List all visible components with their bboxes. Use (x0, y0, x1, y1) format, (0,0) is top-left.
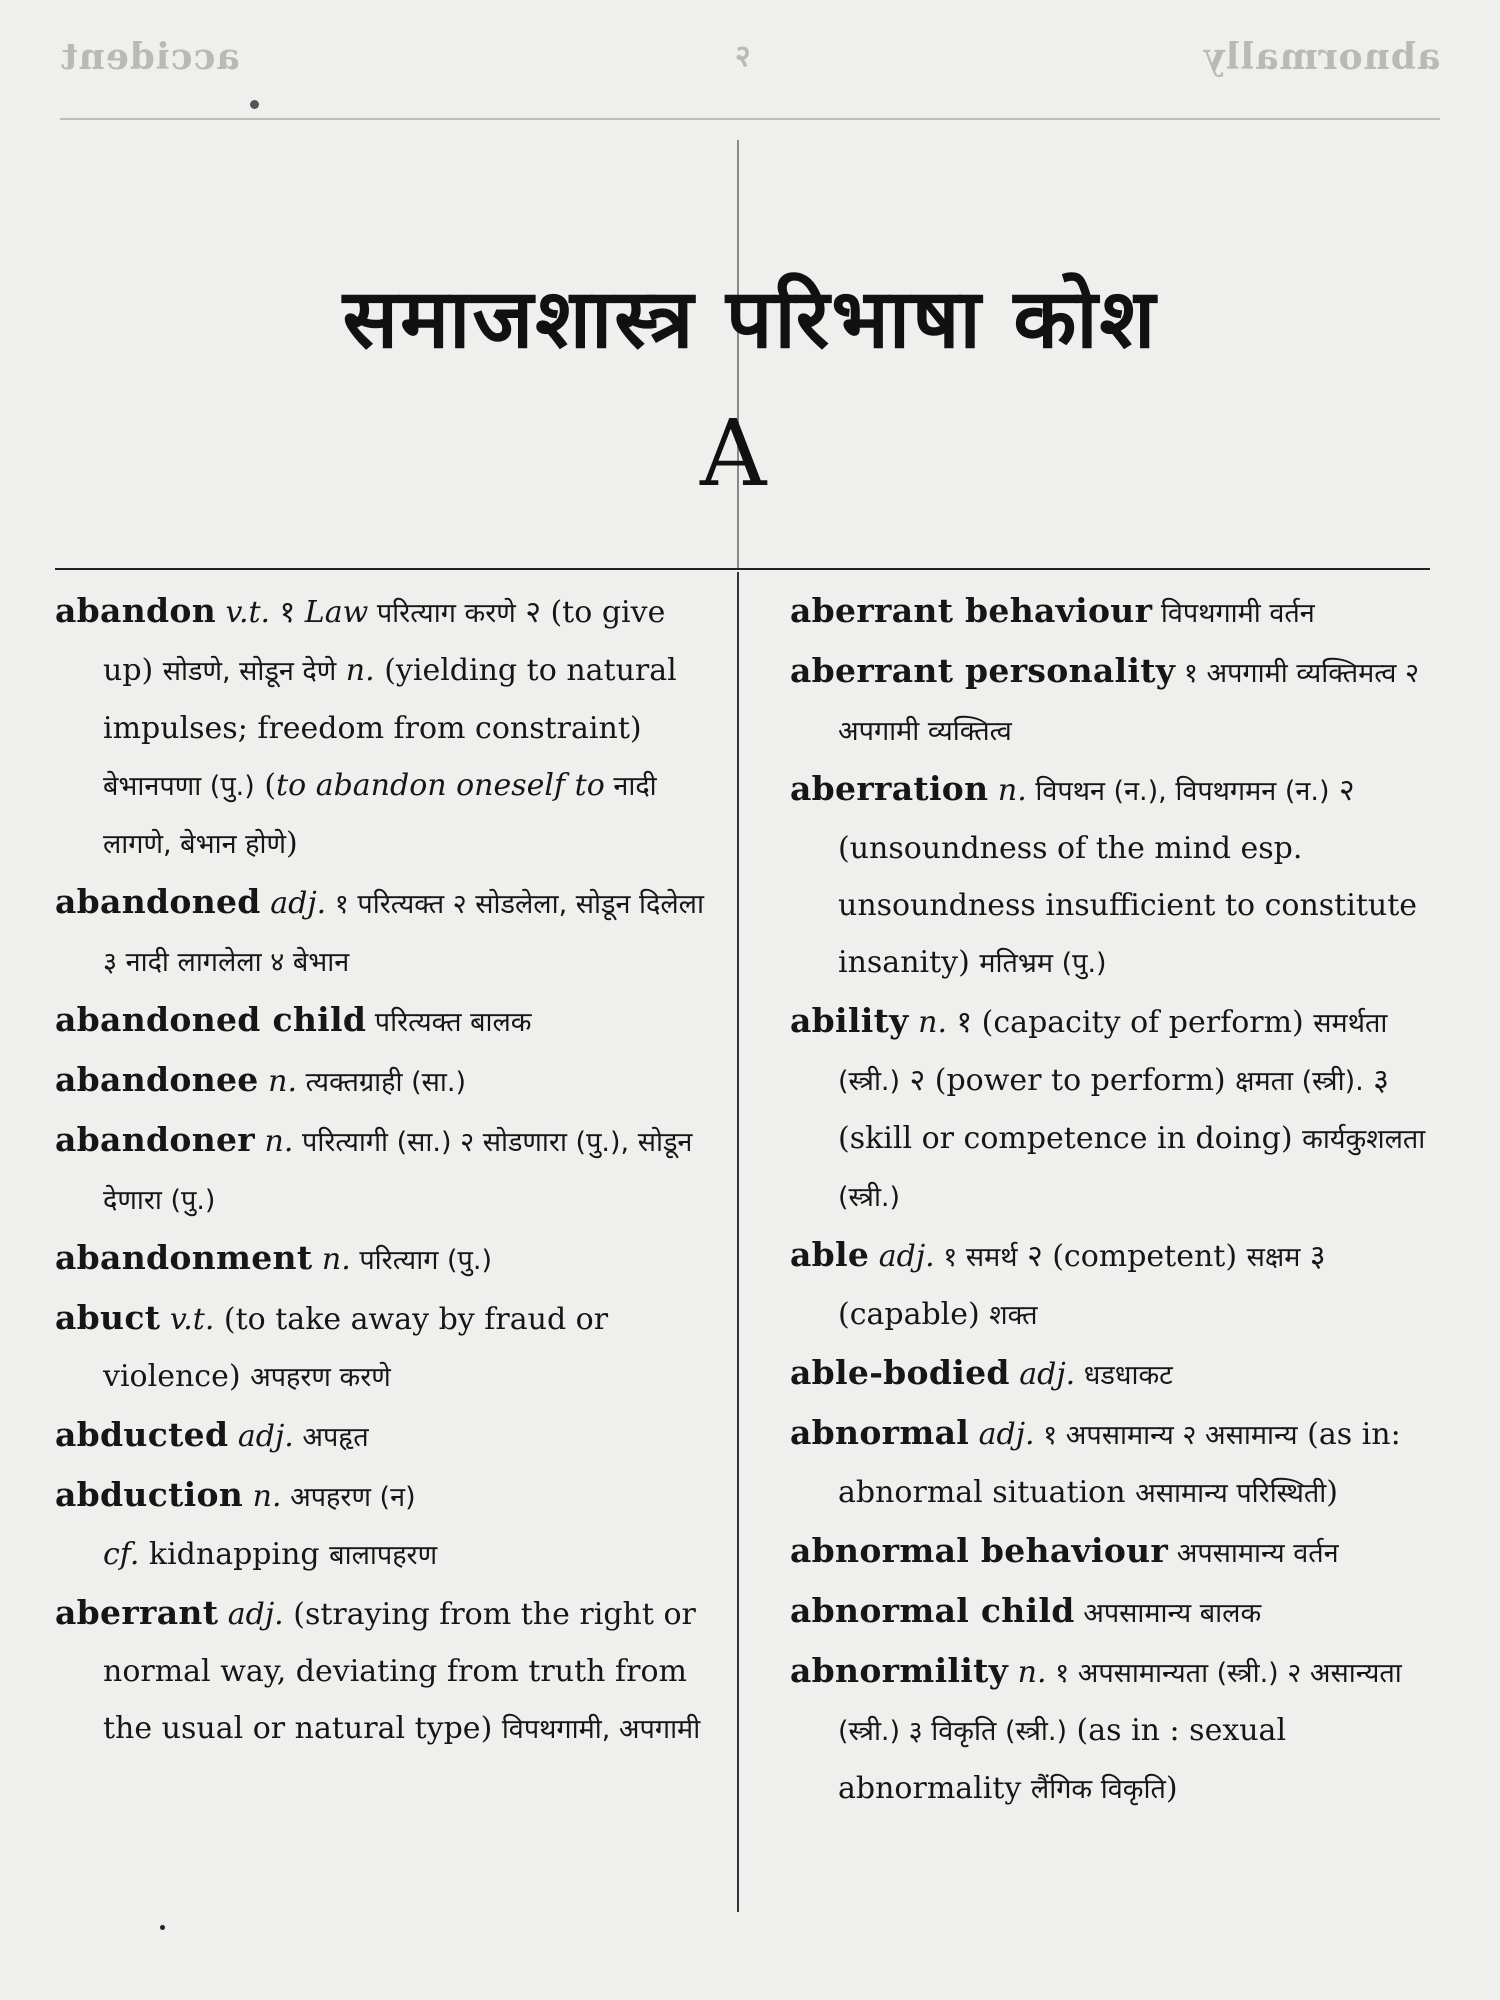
marathi-gloss: धडधाकट (1075, 1360, 1173, 1391)
page-title: समाजशास्त्र परिभाषा कोश (342, 271, 1158, 367)
marathi-gloss: समर्थता (स्त्री.) (838, 1008, 1388, 1097)
definition-text: (straying from the right or normal way, deviating from truth from the usual or natural type) (103, 1597, 696, 1746)
marathi-gloss: १ परित्यक्त २ सोडलेला, सोडून दिलेला ३ नादी लागलेला ४ बेभान (103, 889, 704, 978)
dictionary-entry (790, 1404, 1445, 1522)
headword: able-bodied (790, 1353, 1010, 1392)
headword: abnormility (790, 1651, 1009, 1690)
ink-speck (250, 100, 259, 109)
definition-text: (yielding to natural impulses; freedom from constraint) (103, 653, 677, 746)
italic-text: cf. (103, 1537, 140, 1572)
headword: aberrant behaviour (790, 591, 1153, 630)
marathi-gloss: अपसामान्य वर्तन (1168, 1538, 1339, 1569)
headword: aberrant (55, 1593, 219, 1632)
definition-text: १ (capacity of perform) (947, 1005, 1314, 1040)
headword: abducted (55, 1415, 229, 1454)
marathi-gloss: अपहरण (न) (281, 1482, 416, 1513)
headword: abandoned (55, 882, 261, 921)
marathi-gloss: परित्याग (पु.) (350, 1245, 492, 1276)
definition-text: १ (270, 595, 305, 630)
definition-text: ३ (skill or competence in doing) (838, 1063, 1389, 1156)
dictionary-entry (790, 642, 1445, 760)
headword: abandonment (55, 1238, 313, 1277)
dictionary-entry (790, 992, 1445, 1226)
part-of-speech: n. (255, 1124, 294, 1159)
part-of-speech: v.t. (160, 1302, 215, 1337)
part-of-speech: n. (908, 1005, 947, 1040)
marathi-gloss: मतिभ्रम (पु.) (979, 948, 1107, 979)
dictionary-entry (55, 1466, 710, 1584)
dictionary-entry (55, 1289, 710, 1406)
dictionary-entry (790, 1522, 1445, 1582)
part-of-speech: n. (336, 653, 375, 688)
part-of-speech: adj. (869, 1239, 935, 1274)
definition-text: ) (286, 826, 298, 861)
part-of-speech: n. (243, 1479, 282, 1514)
dictionary-entry (790, 1642, 1445, 1818)
part-of-speech: adj. (260, 886, 327, 921)
marathi-gloss: सोडणे, सोडून देणे (162, 656, 337, 687)
dictionary-entry (790, 1226, 1445, 1344)
definition-text: kidnapping (139, 1537, 330, 1572)
ink-dot (160, 1925, 165, 1930)
marathi-gloss: विपथगामी, अपगामी (501, 1714, 701, 1745)
headword: abandoner (55, 1120, 255, 1159)
headword: abnormal (790, 1413, 970, 1452)
marathi-gloss: १ समर्थ (934, 1242, 1018, 1273)
marathi-gloss: विपथगामी वर्तन (1152, 598, 1315, 629)
marathi-gloss: परित्याग करणे (368, 598, 516, 629)
headword: abandonee (55, 1060, 259, 1099)
headword: abnormal child (790, 1591, 1075, 1630)
dictionary-entry (55, 1229, 710, 1289)
italic-text: to abandon oneself to (276, 768, 605, 803)
definition-text: ) (1326, 1475, 1339, 1510)
marathi-gloss: सक्षम (1246, 1242, 1301, 1273)
headword: abnormal behaviour (790, 1531, 1169, 1570)
marathi-gloss: १ अपगामी व्यक्तिमत्व २ अपगामी व्यक्तित्व (838, 658, 1420, 747)
dictionary-entry (55, 991, 710, 1051)
section-rule (55, 568, 1430, 570)
marathi-gloss: विपथन (न.), विपथगमन (न.) (1026, 776, 1330, 807)
marathi-gloss: परित्यक्त बालक (366, 1007, 532, 1038)
marathi-gloss: नादी लागणे, बेभान होणे (103, 771, 657, 860)
part-of-speech: adj. (218, 1597, 284, 1632)
dictionary-entry (55, 1406, 710, 1466)
marathi-gloss: त्यक्तग्राही (सा.) (297, 1067, 466, 1098)
part-of-speech: n. (312, 1242, 351, 1277)
definition-text: ( (254, 768, 277, 803)
header-rule (60, 118, 1440, 120)
headword: abduction (55, 1475, 244, 1514)
column-divider (737, 572, 739, 1912)
dictionary-entry (55, 1584, 710, 1758)
marathi-gloss: १ अपसामान्य २ असामान्य (1034, 1420, 1298, 1451)
marathi-gloss: क्षमता (स्त्री). (1235, 1066, 1364, 1097)
part-of-speech: adj. (1009, 1357, 1076, 1392)
left-column (55, 582, 710, 1758)
dictionary-entry (55, 1111, 710, 1229)
dictionary-entry (790, 582, 1445, 642)
right-column (790, 582, 1445, 1818)
page-number: २ (735, 39, 752, 74)
headword: abandoned child (55, 1000, 367, 1039)
definition-text: २ (competent) (1017, 1239, 1247, 1274)
dictionary-entry (55, 582, 710, 873)
definition-text: (as in: abnormal situation (838, 1417, 1401, 1510)
definition-text: (as in : sexual abnormality (838, 1713, 1287, 1806)
part-of-speech: adj. (228, 1419, 294, 1454)
headword: aberrant personality (790, 651, 1176, 690)
headword: abandon (55, 591, 217, 630)
part-of-speech: n. (258, 1064, 298, 1099)
marathi-gloss: अपहरण करणे (250, 1362, 391, 1393)
dictionary-entry (790, 760, 1445, 992)
headword: aberration (790, 769, 989, 808)
definition-text: २ (unsoundness of the mind esp. unsoundness insufficient to constitute insanity) (838, 773, 1418, 980)
marathi-gloss: परित्यागी (सा.) २ सोडणारा (पु.), सोडून देणारा (पु.) (103, 1127, 693, 1216)
dictionary-entry (790, 1582, 1445, 1642)
marathi-gloss: असामान्य परिस्थिती (1135, 1478, 1327, 1509)
headword: ability (790, 1001, 909, 1040)
part-of-speech: n. (1008, 1655, 1047, 1690)
marathi-gloss: शक्त (989, 1300, 1038, 1331)
headword: able (790, 1235, 870, 1274)
marathi-gloss: कार्यकुशलता (स्त्री.) (838, 1124, 1426, 1213)
marathi-gloss: बेभानपणा (पु.) (103, 771, 255, 802)
running-header-right: abnormally (1202, 36, 1440, 78)
dictionary-entry (790, 1344, 1445, 1404)
marathi-gloss: १ अपसामान्यता (स्त्री.) २ असान्यता (स्त्री.) ३ विकृति (स्त्री.) (838, 1658, 1402, 1747)
dictionary-entry (55, 1051, 710, 1111)
marathi-gloss: अपसामान्य बालक (1074, 1598, 1262, 1629)
part-of-speech: v.t. (216, 595, 271, 630)
section-letter: A (700, 400, 767, 507)
definition-text: (to take away by fraud or violence) (103, 1302, 609, 1394)
marathi-gloss: अपहृत (293, 1422, 369, 1453)
italic-text: Law (304, 595, 369, 630)
marathi-gloss: बालापहरण (329, 1540, 438, 1571)
part-of-speech: adj. (969, 1417, 1035, 1452)
marathi-gloss: लैंगिक विकृति (1030, 1774, 1166, 1805)
running-header-left: accident (60, 36, 240, 78)
headword: abuct (55, 1298, 161, 1337)
definition-text: ) (1165, 1771, 1178, 1806)
definition-text: २ (to give up) (103, 595, 666, 688)
dictionary-entry (55, 873, 710, 991)
part-of-speech: n. (988, 773, 1027, 808)
definition-text: ३ (capable) (838, 1239, 1326, 1332)
definition-text: २ (power to perform) (900, 1063, 1236, 1098)
